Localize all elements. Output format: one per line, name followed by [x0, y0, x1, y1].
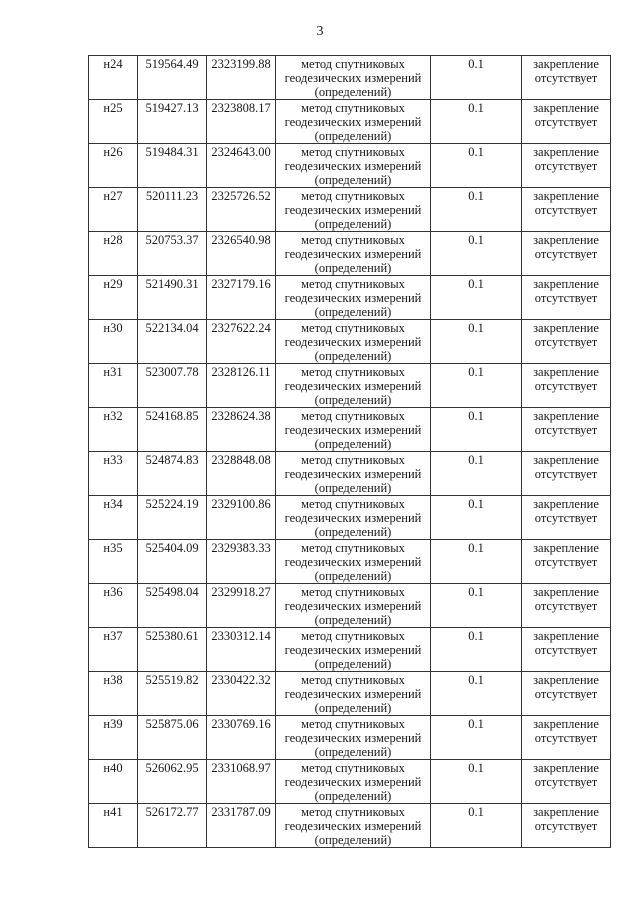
x-coordinate-cell: 520753.37	[138, 232, 207, 276]
method-text-line: (определений)	[314, 393, 392, 407]
fixing-text-line: закрепление	[533, 277, 599, 291]
x-coordinate-cell: 523007.78	[138, 364, 207, 408]
method-text-line: (определений)	[314, 569, 392, 583]
y-coordinate-cell: 2331787.09	[207, 804, 276, 848]
fixing-text-line: закрепление	[533, 761, 599, 775]
method-text-line: метод спутниковых	[301, 233, 405, 247]
y-coordinate-cell: 2329100.86	[207, 496, 276, 540]
method-cell	[276, 716, 431, 760]
fixing-cell	[522, 320, 611, 364]
fixing-text-line: закрепление	[533, 233, 599, 247]
x-coordinate-cell: 525875.06	[138, 716, 207, 760]
fixing-cell	[522, 804, 611, 848]
y-coordinate-cell: 2323808.17	[207, 100, 276, 144]
fixing-text-line: закрепление	[533, 409, 599, 423]
x-coordinate-cell: 521490.31	[138, 276, 207, 320]
method-text-line: (определений)	[314, 657, 392, 671]
accuracy-cell: 0.1	[431, 672, 522, 716]
method-text-line: (определений)	[314, 745, 392, 759]
method-text-line: (определений)	[314, 173, 392, 187]
accuracy-cell: 0.1	[431, 188, 522, 232]
accuracy-cell: 0.1	[431, 144, 522, 188]
fixing-text-line: отсутствует	[534, 159, 598, 173]
point-id-cell: н31	[89, 364, 138, 408]
table-row	[89, 364, 611, 408]
method-text-line: (определений)	[314, 437, 392, 451]
table-row	[89, 452, 611, 496]
method-text-line: геодезических измерений	[284, 203, 422, 217]
accuracy-cell: 0.1	[431, 364, 522, 408]
table-row	[89, 100, 611, 144]
y-coordinate-cell: 2327622.24	[207, 320, 276, 364]
method-text-line: (определений)	[314, 613, 392, 627]
method-cell	[276, 56, 431, 100]
point-id-cell: н35	[89, 540, 138, 584]
x-coordinate-cell: 524874.83	[138, 452, 207, 496]
method-text-line: (определений)	[314, 833, 392, 847]
method-cell	[276, 144, 431, 188]
fixing-text-line: закрепление	[533, 189, 599, 203]
fixing-text-line: закрепление	[533, 541, 599, 555]
table-row	[89, 144, 611, 188]
fixing-text-line: закрепление	[533, 57, 599, 71]
fixing-text-line: отсутствует	[534, 335, 598, 349]
y-coordinate-cell: 2324643.00	[207, 144, 276, 188]
accuracy-cell: 0.1	[431, 584, 522, 628]
fixing-text-line: закрепление	[533, 453, 599, 467]
method-cell	[276, 232, 431, 276]
y-coordinate-cell: 2326540.98	[207, 232, 276, 276]
y-coordinate-cell: 2325726.52	[207, 188, 276, 232]
method-text-line: метод спутниковых	[301, 585, 405, 599]
fixing-cell	[522, 56, 611, 100]
fixing-cell	[522, 452, 611, 496]
page-number: 3	[316, 24, 324, 39]
point-id-cell: н40	[89, 760, 138, 804]
method-text-line: геодезических измерений	[284, 335, 422, 349]
method-text-line: (определений)	[314, 85, 392, 99]
method-text-line: геодезических измерений	[284, 599, 422, 613]
table-row	[89, 188, 611, 232]
method-text-line: метод спутниковых	[301, 761, 405, 775]
accuracy-cell: 0.1	[431, 276, 522, 320]
method-text-line: (определений)	[314, 481, 392, 495]
fixing-text-line: закрепление	[533, 673, 599, 687]
table-row	[89, 496, 611, 540]
method-text-line: геодезических измерений	[284, 423, 422, 437]
fixing-cell	[522, 540, 611, 584]
fixing-cell	[522, 496, 611, 540]
accuracy-cell: 0.1	[431, 320, 522, 364]
method-text-line: (определений)	[314, 701, 392, 715]
table-row	[89, 628, 611, 672]
method-text-line: метод спутниковых	[301, 145, 405, 159]
fixing-cell	[522, 408, 611, 452]
method-text-line: (определений)	[314, 789, 392, 803]
method-cell	[276, 276, 431, 320]
point-id-cell: н28	[89, 232, 138, 276]
method-text-line: геодезических измерений	[284, 247, 422, 261]
x-coordinate-cell: 522134.04	[138, 320, 207, 364]
y-coordinate-cell: 2330312.14	[207, 628, 276, 672]
y-coordinate-cell: 2329918.27	[207, 584, 276, 628]
accuracy-cell: 0.1	[431, 760, 522, 804]
method-text-line: (определений)	[314, 349, 392, 363]
fixing-text-line: отсутствует	[534, 555, 598, 569]
method-text-line: метод спутниковых	[301, 497, 405, 511]
fixing-text-line: закрепление	[533, 101, 599, 115]
method-text-line: геодезических измерений	[284, 71, 422, 85]
coordinates-table-body	[89, 56, 611, 848]
method-text-line: (определений)	[314, 305, 392, 319]
point-id-cell: н29	[89, 276, 138, 320]
method-text-line: геодезических измерений	[284, 643, 422, 657]
accuracy-cell: 0.1	[431, 452, 522, 496]
method-cell	[276, 804, 431, 848]
fixing-text-line: закрепление	[533, 805, 599, 819]
point-id-cell: н27	[89, 188, 138, 232]
x-coordinate-cell: 524168.85	[138, 408, 207, 452]
table-row	[89, 672, 611, 716]
method-text-line: геодезических измерений	[284, 687, 422, 701]
table-row	[89, 232, 611, 276]
method-cell	[276, 408, 431, 452]
method-cell	[276, 584, 431, 628]
coordinates-table	[88, 55, 611, 848]
fixing-text-line: отсутствует	[534, 247, 598, 261]
method-text-line: метод спутниковых	[301, 673, 405, 687]
fixing-text-line: отсутствует	[534, 467, 598, 481]
accuracy-cell: 0.1	[431, 56, 522, 100]
method-text-line: метод спутниковых	[301, 805, 405, 819]
x-coordinate-cell: 519484.31	[138, 144, 207, 188]
fixing-text-line: закрепление	[533, 629, 599, 643]
table-row	[89, 716, 611, 760]
point-id-cell: н33	[89, 452, 138, 496]
table-row	[89, 56, 611, 100]
method-text-line: метод спутниковых	[301, 717, 405, 731]
method-cell	[276, 364, 431, 408]
method-text-line: метод спутниковых	[301, 277, 405, 291]
method-cell	[276, 672, 431, 716]
y-coordinate-cell: 2327179.16	[207, 276, 276, 320]
fixing-cell	[522, 144, 611, 188]
accuracy-cell: 0.1	[431, 628, 522, 672]
method-text-line: метод спутниковых	[301, 101, 405, 115]
y-coordinate-cell: 2328624.38	[207, 408, 276, 452]
accuracy-cell: 0.1	[431, 716, 522, 760]
x-coordinate-cell: 525404.09	[138, 540, 207, 584]
method-text-line: метод спутниковых	[301, 321, 405, 335]
method-text-line: геодезических измерений	[284, 775, 422, 789]
point-id-cell: н39	[89, 716, 138, 760]
method-cell	[276, 452, 431, 496]
point-id-cell: н25	[89, 100, 138, 144]
fixing-text-line: закрепление	[533, 497, 599, 511]
method-text-line: (определений)	[314, 261, 392, 275]
table-row	[89, 760, 611, 804]
method-text-line: геодезических измерений	[284, 467, 422, 481]
fixing-text-line: отсутствует	[534, 423, 598, 437]
y-coordinate-cell: 2323199.88	[207, 56, 276, 100]
accuracy-cell: 0.1	[431, 100, 522, 144]
fixing-text-line: отсутствует	[534, 731, 598, 745]
point-id-cell: н38	[89, 672, 138, 716]
fixing-cell	[522, 364, 611, 408]
point-id-cell: н41	[89, 804, 138, 848]
y-coordinate-cell: 2328126.11	[207, 364, 276, 408]
method-text-line: (определений)	[314, 525, 392, 539]
fixing-text-line: отсутствует	[534, 687, 598, 701]
point-id-cell: н34	[89, 496, 138, 540]
fixing-text-line: отсутствует	[534, 643, 598, 657]
accuracy-cell: 0.1	[431, 540, 522, 584]
method-text-line: геодезических измерений	[284, 291, 422, 305]
fixing-text-line: закрепление	[533, 717, 599, 731]
fixing-text-line: отсутствует	[534, 599, 598, 613]
x-coordinate-cell: 525224.19	[138, 496, 207, 540]
method-cell	[276, 540, 431, 584]
method-cell	[276, 188, 431, 232]
fixing-text-line: закрепление	[533, 145, 599, 159]
point-id-cell: н36	[89, 584, 138, 628]
method-text-line: геодезических измерений	[284, 511, 422, 525]
fixing-cell	[522, 188, 611, 232]
method-text-line: метод спутниковых	[301, 453, 405, 467]
method-text-line: геодезических измерений	[284, 115, 422, 129]
method-cell	[276, 628, 431, 672]
method-text-line: геодезических измерений	[284, 379, 422, 393]
point-id-cell: н30	[89, 320, 138, 364]
fixing-text-line: отсутствует	[534, 511, 598, 525]
method-text-line: метод спутниковых	[301, 57, 405, 71]
accuracy-cell: 0.1	[431, 496, 522, 540]
y-coordinate-cell: 2330769.16	[207, 716, 276, 760]
method-text-line: геодезических измерений	[284, 555, 422, 569]
point-id-cell: н26	[89, 144, 138, 188]
method-cell	[276, 100, 431, 144]
fixing-text-line: отсутствует	[534, 819, 598, 833]
fixing-cell	[522, 100, 611, 144]
method-text-line: метод спутниковых	[301, 409, 405, 423]
method-cell	[276, 496, 431, 540]
fixing-cell	[522, 232, 611, 276]
x-coordinate-cell: 525519.82	[138, 672, 207, 716]
accuracy-cell: 0.1	[431, 804, 522, 848]
fixing-cell	[522, 584, 611, 628]
fixing-cell	[522, 628, 611, 672]
table-row	[89, 276, 611, 320]
x-coordinate-cell: 526062.95	[138, 760, 207, 804]
method-text-line: метод спутниковых	[301, 365, 405, 379]
fixing-text-line: отсутствует	[534, 379, 598, 393]
accuracy-cell: 0.1	[431, 408, 522, 452]
x-coordinate-cell: 519427.13	[138, 100, 207, 144]
y-coordinate-cell: 2330422.32	[207, 672, 276, 716]
accuracy-cell: 0.1	[431, 232, 522, 276]
fixing-text-line: отсутствует	[534, 115, 598, 129]
point-id-cell: н24	[89, 56, 138, 100]
fixing-cell	[522, 276, 611, 320]
method-text-line: геодезических измерений	[284, 731, 422, 745]
fixing-text-line: отсутствует	[534, 71, 598, 85]
method-text-line: геодезических измерений	[284, 159, 422, 173]
point-id-cell: н37	[89, 628, 138, 672]
x-coordinate-cell: 525498.04	[138, 584, 207, 628]
x-coordinate-cell: 519564.49	[138, 56, 207, 100]
fixing-cell	[522, 760, 611, 804]
table-row	[89, 584, 611, 628]
fixing-text-line: отсутствует	[534, 291, 598, 305]
fixing-text-line: отсутствует	[534, 775, 598, 789]
method-text-line: геодезических измерений	[284, 819, 422, 833]
method-text-line: метод спутниковых	[301, 541, 405, 555]
method-cell	[276, 760, 431, 804]
table-row	[89, 320, 611, 364]
method-text-line: метод спутниковых	[301, 629, 405, 643]
method-text-line: (определений)	[314, 129, 392, 143]
method-text-line: (определений)	[314, 217, 392, 231]
x-coordinate-cell: 520111.23	[138, 188, 207, 232]
y-coordinate-cell: 2331068.97	[207, 760, 276, 804]
fixing-text-line: закрепление	[533, 365, 599, 379]
method-cell	[276, 320, 431, 364]
point-id-cell: н32	[89, 408, 138, 452]
table-row	[89, 804, 611, 848]
fixing-text-line: отсутствует	[534, 203, 598, 217]
fixing-text-line: закрепление	[533, 321, 599, 335]
table-row	[89, 408, 611, 452]
x-coordinate-cell: 525380.61	[138, 628, 207, 672]
fixing-text-line: закрепление	[533, 585, 599, 599]
y-coordinate-cell: 2328848.08	[207, 452, 276, 496]
x-coordinate-cell: 526172.77	[138, 804, 207, 848]
fixing-cell	[522, 672, 611, 716]
table-row	[89, 540, 611, 584]
y-coordinate-cell: 2329383.33	[207, 540, 276, 584]
method-text-line: метод спутниковых	[301, 189, 405, 203]
fixing-cell	[522, 716, 611, 760]
